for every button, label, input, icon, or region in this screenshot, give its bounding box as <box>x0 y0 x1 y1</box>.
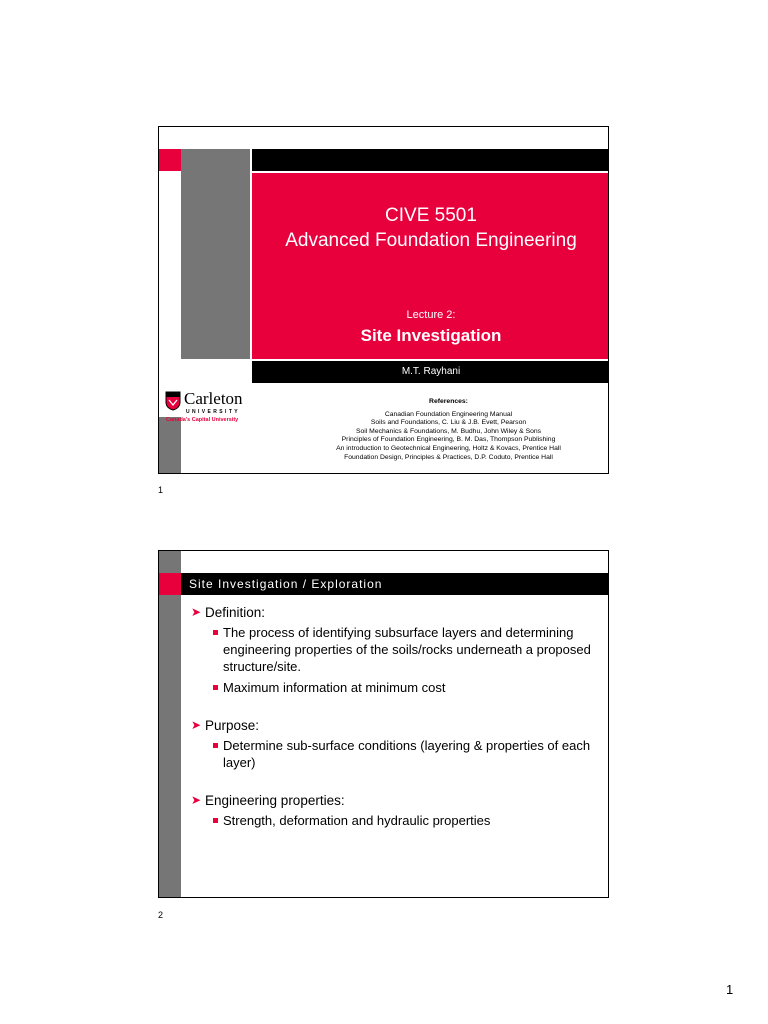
bullet-group-definition <box>191 605 601 696</box>
slide-1-number: 1 <box>158 485 164 495</box>
red-accent-block <box>159 573 181 595</box>
logo-university: UNIVERSITY <box>186 409 241 415</box>
reference-item: An introduction to Geotechnical Engineering, Holtz & Kovacs, Prentice Hall <box>336 444 561 452</box>
sub-bullet: Strength, deformation and hydraulic properties <box>213 812 601 829</box>
square-bullet-icon <box>213 743 218 748</box>
bullet-heading: ➤ Definition: <box>191 605 266 620</box>
course-title: Advanced Foundation Engineering <box>285 230 577 251</box>
bullet-heading: ➤ Purpose: <box>191 718 260 733</box>
reference-item: Principles of Foundation Engineering, B. M. Das, Thompson Publishing <box>341 436 556 444</box>
lecture-topic: Site Investigation <box>360 326 502 345</box>
sub-bullet: Determine sub-surface conditions (layering & properties of each layer) <box>213 737 601 771</box>
reference-item: Foundation Design, Principles & Practices, D.P. Coduto, Prentice Hall <box>344 453 553 461</box>
slide-title: Site Investigation / Exploration <box>181 573 609 595</box>
slide-2 <box>158 550 609 898</box>
references-title: References: <box>429 398 468 405</box>
reference-item: Soils and Foundations, C. Liu & J.B. Evett, Pearson <box>370 419 527 427</box>
square-bullet-icon <box>213 630 218 635</box>
arrow-bullet-icon: ➤ <box>191 605 202 619</box>
references <box>289 398 608 462</box>
logo-tagline: Canada's Capital University <box>166 417 239 423</box>
shield-icon <box>165 391 181 411</box>
gray-bottom-panel <box>159 417 181 474</box>
square-bullet-icon <box>213 685 218 690</box>
course-heading <box>252 203 609 253</box>
lecture-label: Lecture 2: <box>406 309 456 321</box>
top-black-bar <box>252 149 609 171</box>
sub-bullet: Maximum information at minimum cost <box>213 679 601 696</box>
square-bullet-icon <box>213 818 218 823</box>
gray-side-panel <box>159 551 181 898</box>
sub-bullet: The process of identifying subsurface layers and determining engineering properties of the soils/rocks underneath a proposed structure/site. <box>213 624 601 675</box>
bullet-heading: ➤ Engineering properties: <box>191 793 345 808</box>
bullet-group-properties <box>191 793 601 829</box>
red-accent-block <box>159 149 181 171</box>
slide-2-number: 2 <box>158 910 164 920</box>
title-panel <box>252 173 609 359</box>
arrow-bullet-icon: ➤ <box>191 793 202 807</box>
page-number: 1 <box>726 982 734 997</box>
slide-1 <box>158 126 609 474</box>
bullet-group-purpose <box>191 718 601 771</box>
reference-item: Soil Mechanics & Foundations, M. Budhu, John Wiley & Sons <box>355 427 542 435</box>
author-bar: M.T. Rayhani <box>252 361 609 383</box>
course-code: CIVE 5501 <box>385 205 477 226</box>
gray-side-panel <box>181 149 250 359</box>
arrow-bullet-icon: ➤ <box>191 718 202 732</box>
logo-name: Carleton <box>184 389 243 408</box>
slide-content <box>191 605 601 851</box>
reference-item: Canadian Foundation Engineering Manual <box>384 410 513 418</box>
